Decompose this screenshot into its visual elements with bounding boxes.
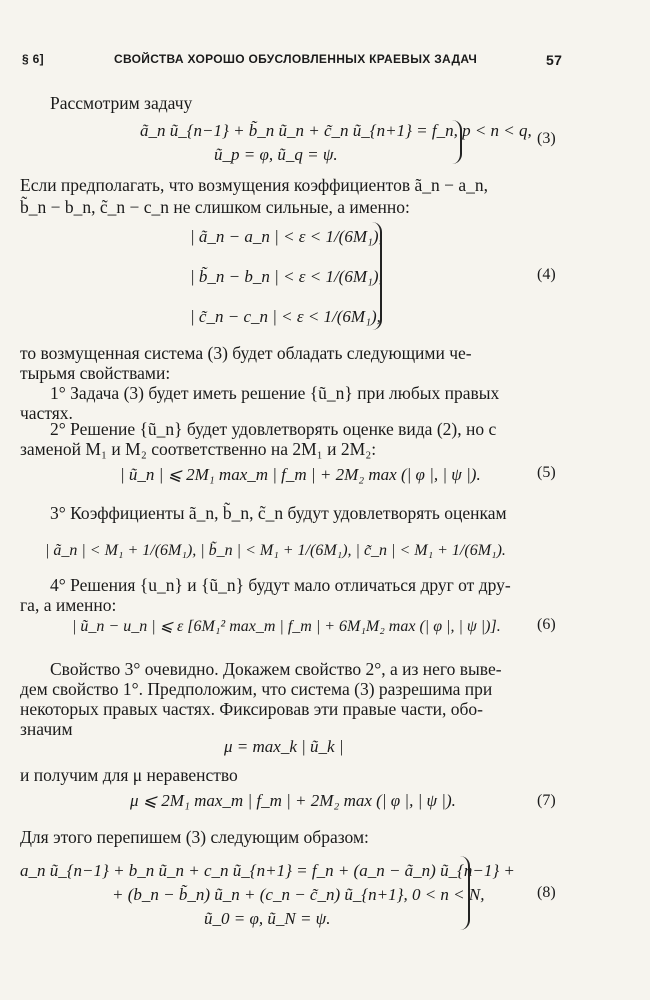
equation-4-line-3: | c̃_n − c_n | < ε < 1/(6M₁),	[190, 307, 381, 326]
paragraph-line: частях.	[20, 403, 73, 423]
equation-4-line-1: | ã_n − a_n | < ε < 1/(6M₁),	[190, 227, 383, 246]
equation-5-number: (5)	[537, 464, 556, 481]
paragraph-line: Если предполагать, что возмущения коэффициентов ã_n − a_n,	[20, 175, 488, 195]
equation-3-brace	[452, 120, 462, 164]
equation-7-number: (7)	[537, 792, 556, 809]
paragraph-line: 3° Коэффициенты ã_n, b̃_n, c̃_n будут удовлетворять оценкам	[50, 503, 507, 523]
paragraph-line: 2° Решение {ũ_n} будет удовлетворять оценке вида (2), но с	[50, 419, 497, 439]
equation-6-number: (6)	[537, 616, 556, 633]
paragraph-line: дем свойство 1°. Предположим, что система (3) разрешима при	[20, 679, 493, 699]
equation-8-line-3: ũ_0 = φ, ũ_N = ψ.	[204, 909, 331, 928]
paragraph-line: тырьмя свойствами:	[20, 363, 171, 383]
paragraph-line: Свойство 3° очевидно. Докажем свойство 2°, а из него выве-	[50, 659, 502, 679]
equation-4-number: (4)	[537, 266, 556, 283]
equation-8-brace	[460, 856, 470, 930]
paragraph-line: и получим для μ неравенство	[20, 765, 238, 785]
equation-coefficient-bounds: | ã_n | < M₁ + 1/(6M₁), | b̃_n | < M₁ + 1/(6M₁), | c̃_n | < M₁ + 1/(6M₁).	[45, 542, 506, 559]
section-mark: § 6]	[22, 52, 44, 66]
paragraph-intro: Рассмотрим задачу	[50, 93, 193, 113]
equation-8-line-2: + (b_n − b̃_n) ũ_n + (c_n − c̃_n) ũ_{n+1}, 0 < n < N,	[112, 885, 485, 904]
equation-6: | ũ_n − u_n | ⩽ ε [6M₁² max_m | f_m | + 6M₁M₂ max (| φ |, | ψ |)].	[72, 618, 501, 635]
paragraph-line: 1° Задача (3) будет иметь решение {ũ_n} при любых правых	[50, 383, 500, 403]
equation-3-number: (3)	[537, 130, 556, 147]
equation-7: μ ⩽ 2M₁ max_m | f_m | + 2M₂ max (| φ |, | ψ |).	[130, 791, 456, 810]
page-number: 57	[546, 52, 563, 68]
equation-5: | ũ_n | ⩽ 2M₁ max_m | f_m | + 2M₂ max (| φ |, | ψ |).	[120, 465, 481, 484]
equation-8-number: (8)	[537, 884, 556, 901]
equation-3-line-1: ã_n ũ_{n−1} + b̃_n ũ_n + c̃_n ũ_{n+1} = f_n, p < n < q,	[140, 121, 532, 140]
paragraph-line: заменой M₁ и M₂ соответственно на 2M₁ и 2M₂:	[20, 439, 377, 459]
equation-3-line-2: ũ_p = φ, ũ_q = ψ.	[214, 145, 338, 164]
paragraph-line: некоторых правых частях. Фиксировав эти правые части, обо-	[20, 699, 483, 719]
paragraph-line: Для этого перепишем (3) следующим образом:	[20, 827, 369, 847]
equation-8-line-1: a_n ũ_{n−1} + b_n ũ_n + c_n ũ_{n+1} = f_n + (a_n − ã_n) ũ_{n−1} +	[20, 861, 515, 880]
paragraph-line: то возмущенная система (3) будет обладать следующими че-	[20, 343, 472, 363]
running-title: СВОЙСТВА ХОРОШО ОБУСЛОВЛЕННЫХ КРАЕВЫХ ЗАДАЧ	[114, 52, 478, 66]
equation-mu: μ = max_k | ũ_k |	[224, 737, 344, 756]
running-header	[18, 52, 563, 72]
paragraph-line: га, а именно:	[20, 595, 117, 615]
paragraph-line: b̃_n − b_n, c̃_n − c_n не слишком сильные, а именно:	[20, 197, 410, 217]
paragraph-line: 4° Решения {u_n} и {ũ_n} будут мало отличаться друг от дру-	[50, 575, 511, 595]
equation-4-line-2: | b̃_n − b_n | < ε < 1/(6M₁),	[190, 267, 383, 286]
equation-4-brace	[372, 222, 382, 330]
paragraph-line: значим	[20, 719, 73, 739]
